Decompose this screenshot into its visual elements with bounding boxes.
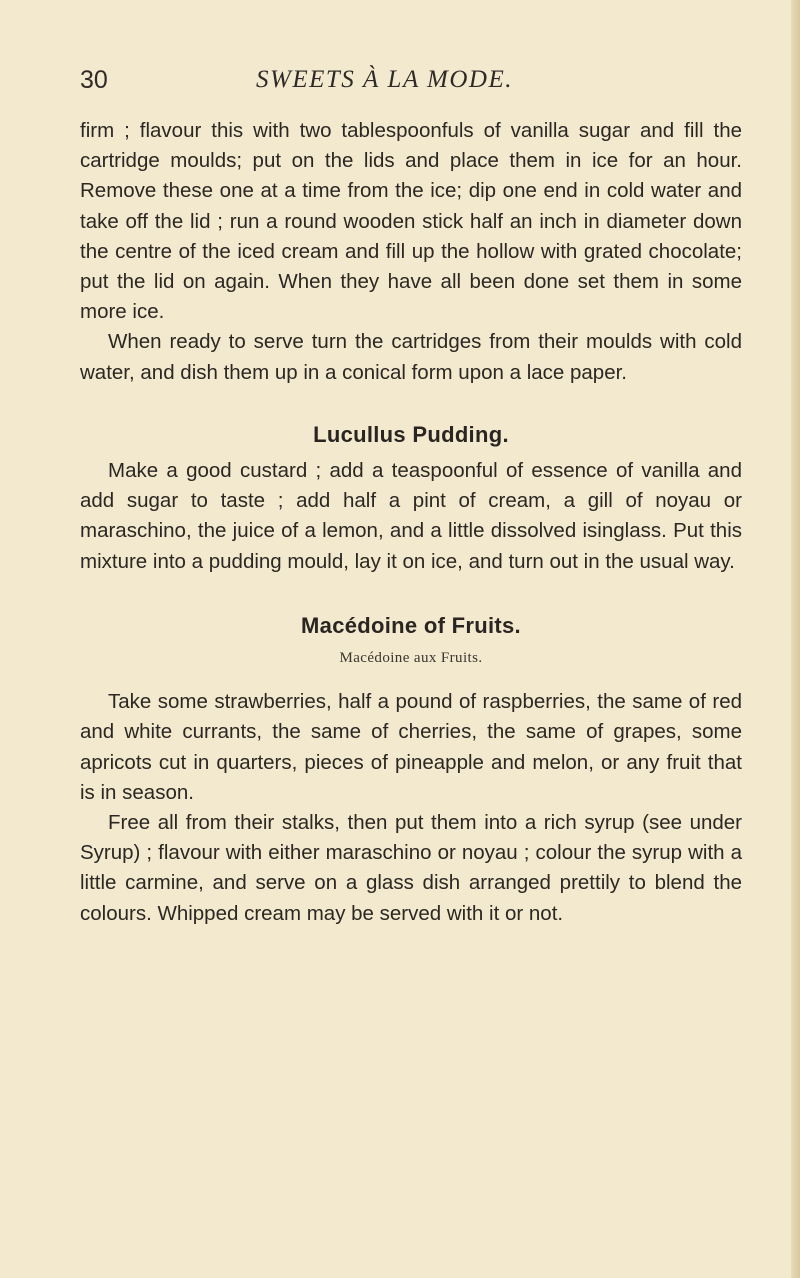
page-number: 30 bbox=[80, 66, 108, 94]
intro-paragraph-2: When ready to serve turn the cartridges from their moulds with cold water, and dish them up in a conical form upon a lace paper. bbox=[80, 330, 742, 384]
page-edge bbox=[791, 0, 800, 1278]
running-head bbox=[80, 66, 770, 106]
intro-paragraph-1: firm ; flavour this with two tablespoonfuls of vanilla sugar and fill the cartridge moulds; put on the lids and place them in ice for an hour. Remove these one at a time from the ice; dip one end in cold water and take off the lid ; run a round wooden stick half an inch in diameter down the centre of the iced cream and fill up the hollow with grated chocolate; put the lid on again. When they have all been done set them in some more ice. bbox=[80, 119, 742, 324]
lucullus-pudding-heading: Lucullus Pudding. bbox=[313, 421, 509, 447]
running-title: SWEETS À LA MODE. bbox=[256, 66, 513, 93]
lucullus-pudding-paragraph: Make a good custard ; add a teaspoonful of essence of vanilla and add sugar to taste ; add half a pint of cream, a gill of noyau or maraschino, the juice of a lemon, and a little dissolved isinglass. Put this mixture into a pudding mould, lay it on ice, and turn out in the usual way. bbox=[80, 459, 742, 573]
macedoine-subheading: Macédoine aux Fruits. bbox=[339, 650, 483, 667]
page-body bbox=[80, 116, 742, 929]
macedoine-paragraph-1: Take some strawberries, half a pound of raspberries, the same of red and white currants, the same of cherries, the same of grapes, some apricots cut in quarters, pieces of pineapple and melon, or any fruit that is in season. bbox=[80, 690, 742, 804]
macedoine-heading: Macédoine of Fruits. bbox=[301, 612, 521, 638]
macedoine-paragraph-2: Free all from their stalks, then put them into a rich syrup (see under Syrup) ; flavour with either maraschino or noyau ; colour the syrup with a little carmine, and serve on a glass dish arranged prettily to blend the colours. Whipped cream may be served with it or not. bbox=[80, 811, 742, 925]
